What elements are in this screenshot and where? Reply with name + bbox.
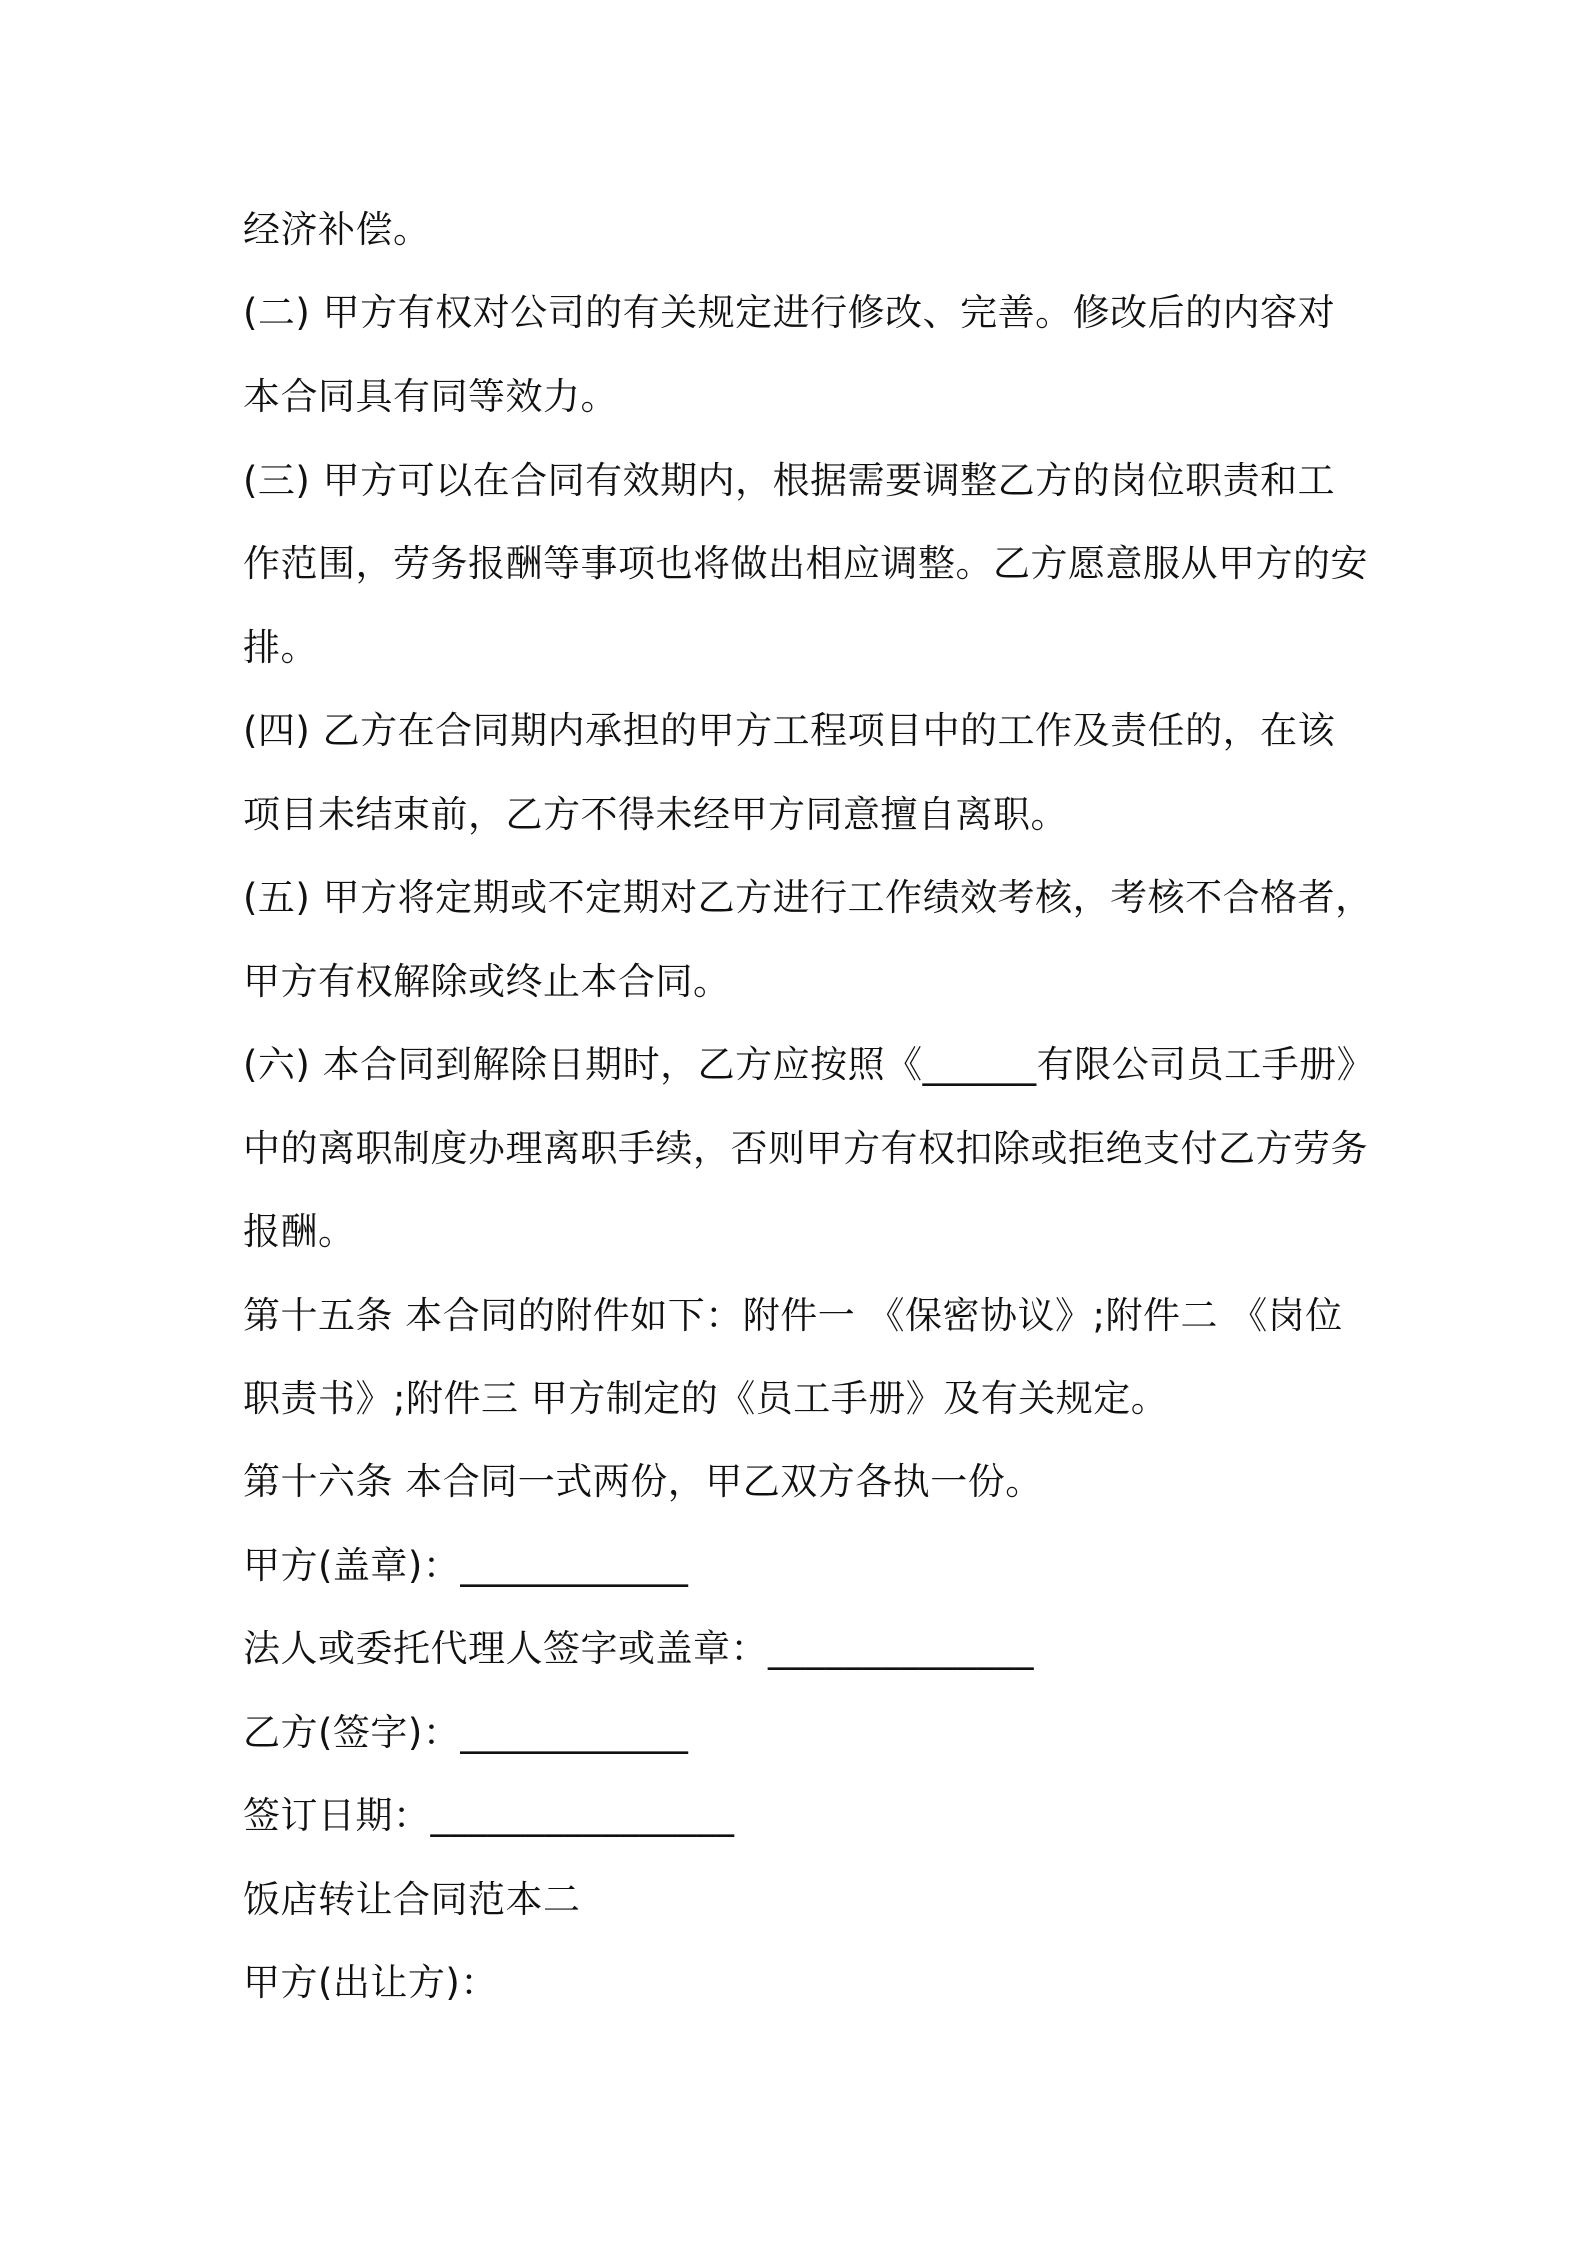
text-line: (三) 甲方可以在合同有效期内，根据需要调整乙方的岗位职责和工 — [243, 459, 1336, 502]
text-line: 本合同具有同等效力。 — [243, 375, 618, 418]
text-line: 法人或委托代理人签字或盖章：______________ — [243, 1627, 1034, 1670]
text-line: 第十六条 本合同一式两份，甲乙双方各执一份。 — [243, 1460, 1043, 1503]
text-line: 甲方(出让方)： — [243, 1961, 498, 2004]
text-line: 职责书》;附件三 甲方制定的《员工手册》及有关规定。 — [243, 1377, 1169, 1420]
text-line: 报酬。 — [243, 1210, 356, 1253]
text-line: 中的离职制度办理离职手续，否则甲方有权扣除或拒绝支付乙方劳务 — [243, 1127, 1368, 1170]
text-line: (六) 本合同到解除日期时，乙方应按照《______有限公司员工手册》 — [243, 1043, 1375, 1086]
text-line: 签订日期：________________ — [243, 1794, 735, 1837]
text-line: (四) 乙方在合同期内承担的甲方工程项目中的工作及责任的，在该 — [243, 709, 1336, 752]
text-line: (五) 甲方将定期或不定期对乙方进行工作绩效考核，考核不合格者， — [243, 876, 1373, 919]
text-line: 项目未结束前，乙方不得未经甲方同意擅自离职。 — [243, 793, 1068, 836]
text-line: 甲方有权解除或终止本合同。 — [243, 960, 731, 1003]
text-line: 甲方(盖章)：____________ — [243, 1544, 689, 1587]
text-line: 排。 — [243, 626, 318, 669]
text-line: 乙方(签字)：____________ — [243, 1711, 689, 1754]
section-title: 饭店转让合同范本二 — [243, 1878, 581, 1921]
text-line: 作范围，劳务报酬等事项也将做出相应调整。乙方愿意服从甲方的安 — [243, 542, 1368, 585]
text-line: 第十五条 本合同的附件如下：附件一 《保密协议》;附件二 《岗位 — [243, 1294, 1343, 1337]
text-line: 经济补偿。 — [243, 208, 431, 251]
text-line: (二) 甲方有权对公司的有关规定进行修改、完善。修改后的内容对 — [243, 291, 1336, 334]
